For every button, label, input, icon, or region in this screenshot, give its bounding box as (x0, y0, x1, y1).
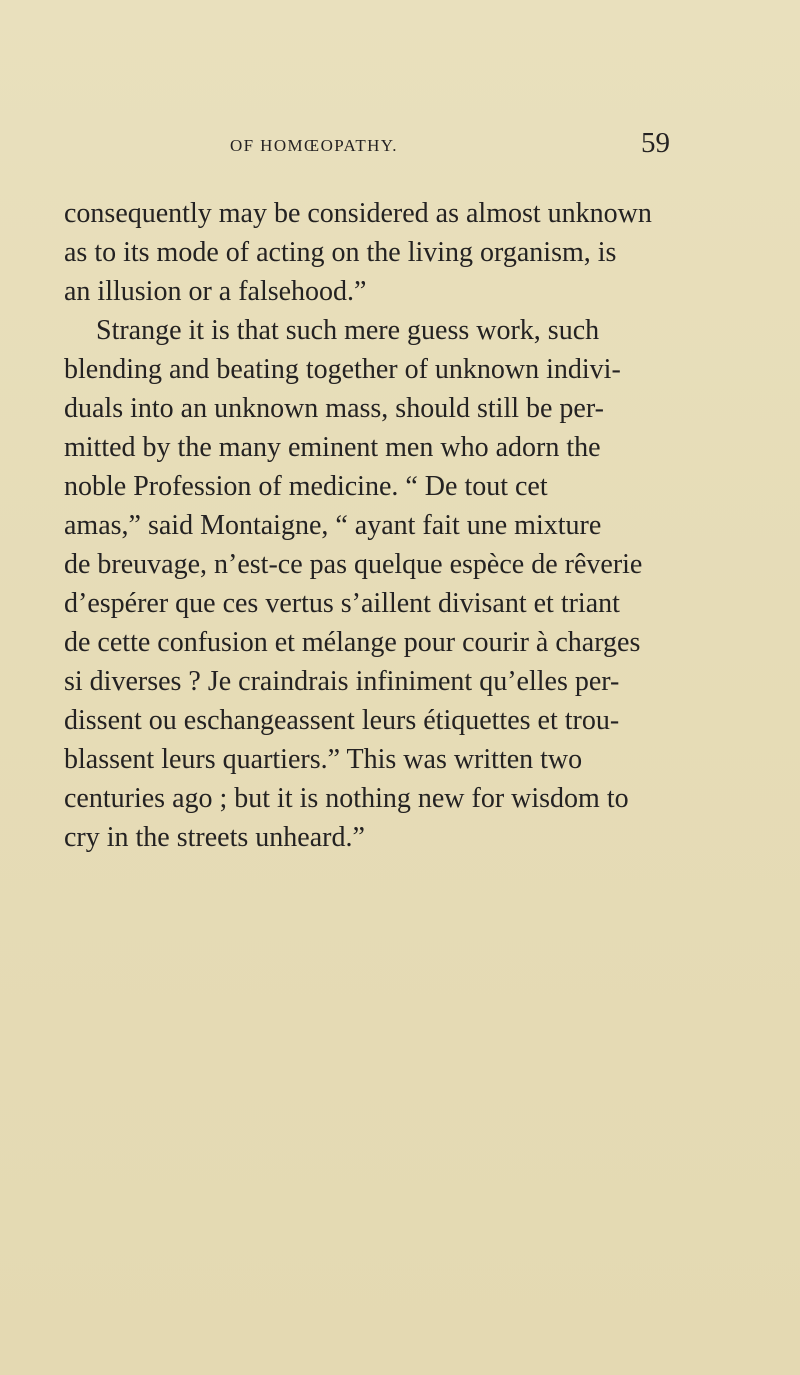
text-line: dissent ou eschangeassent leurs étiquettes et trou- (64, 705, 620, 736)
text-line: as to its mode of acting on the living organism, is (64, 237, 617, 268)
text-line: si diverses ? Je craindrais infiniment qu’elles per- (64, 666, 620, 697)
text-line: duals into an unknown mass, should still be per- (64, 393, 604, 424)
text-line: de breuvage, n’est-ce pas quelque espèce de rêverie (64, 549, 643, 580)
text-line: consequently may be considered as almost unknown (64, 198, 652, 229)
running-head: OF HOMŒOPATHY. (230, 136, 398, 155)
text-line: de cette confusion et mélange pour courir à charges (64, 627, 641, 658)
text-line: mitted by the many eminent men who adorn the (64, 432, 601, 463)
text-line: amas,” said Montaigne, “ ayant fait une mixture (64, 510, 602, 541)
text-line: blassent leurs quartiers.” This was written two (64, 744, 583, 775)
text-line: d’espérer que ces vertus s’aillent divisant et triant (64, 588, 620, 619)
text-line: noble Profession of medicine. “ De tout cet (64, 471, 548, 502)
text-line: Strange it is that such mere guess work, such (96, 315, 600, 346)
body-text (64, 194, 694, 857)
text-line: centuries ago ; but it is nothing new for wisdom to (64, 783, 629, 814)
page-number: 59 (641, 127, 670, 159)
text-line: an illusion or a falsehood.” (64, 276, 367, 307)
text-line: cry in the streets unheard.” (64, 822, 365, 853)
text-line: blending and beating together of unknown indivi- (64, 354, 621, 385)
